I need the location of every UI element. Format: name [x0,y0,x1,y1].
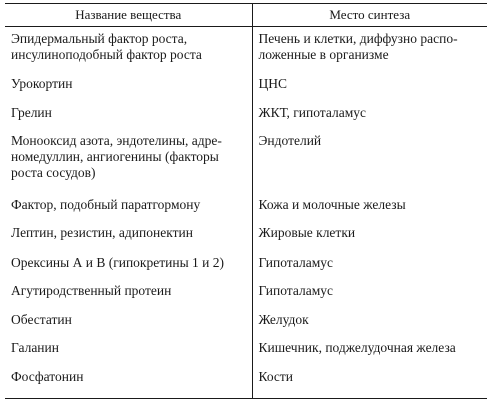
substance-cell: Лептин, резистин, адипонектин [11,225,193,241]
table-row [5,336,487,365]
table-row [5,221,487,251]
site-cell: Печень и клетки, диффузно распо-ложенные в организме [252,27,487,73]
table-row [5,251,487,280]
substance-cell: Агутиродственный протеин [11,283,172,299]
substance-cell: Эпидермальный фактор роста, инсулиноподобный фактор роста [11,31,202,62]
table-row [5,279,487,308]
site-cell: Гипоталамус [252,279,487,308]
header-synthesis-site: Место синтеза [252,4,487,27]
substance-cell: Галанин [11,340,59,356]
table-row [5,27,487,73]
site-cell: Кишечник, поджелудочная железа [252,336,487,365]
site-cell: Кости [252,365,487,399]
substance-cell: Урокортин [11,76,73,92]
site-cell: Эндотелий [252,129,487,192]
table-row [5,101,487,130]
substance-cell: Обестатин [11,311,72,327]
substance-cell: Фосфатонин [5,365,252,399]
table-row [5,365,487,399]
header-substance-name: Название вещества [5,4,252,27]
site-cell: ЖКТ, гипоталамус [252,101,487,130]
site-cell: Жировые клетки [252,221,487,251]
substance-cell: Грелин [11,104,52,120]
table-row [5,129,487,192]
substance-cell: Монооксид азота, эндотелины, адре-номедуллин, ангиогенины (факторы роста сосудов) [11,133,222,181]
substance-cell: Фактор, подобный паратгормону [11,196,201,212]
table-row [5,72,487,101]
substances-table [5,3,487,399]
substance-cell: Орексины А и В (гипокретины 1 и 2) [11,254,225,270]
site-cell: Желудок [252,308,487,337]
site-cell: Кожа и молочные железы [252,193,487,222]
table-row [5,193,487,222]
table-header-row [5,4,487,27]
table-row [5,308,487,337]
site-cell: ЦНС [252,72,487,101]
site-cell: Гипоталамус [252,251,487,280]
